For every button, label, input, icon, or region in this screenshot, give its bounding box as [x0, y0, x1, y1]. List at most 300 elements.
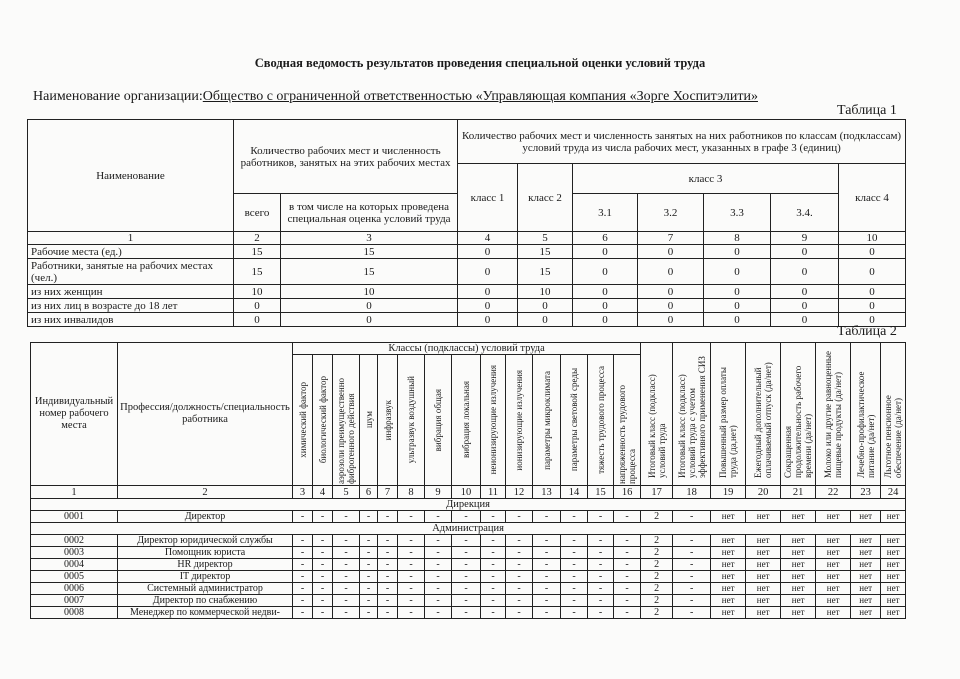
- factor-class: -: [533, 583, 561, 595]
- factor-class: -: [561, 547, 588, 559]
- factor-class: -: [313, 583, 333, 595]
- row-value: 0: [458, 245, 518, 259]
- table-row: [28, 259, 906, 285]
- row-value: 0: [839, 313, 906, 327]
- section-title: Администрация: [31, 523, 906, 535]
- factor-class: -: [561, 511, 588, 523]
- table-row: [28, 285, 906, 299]
- guarantee-value: нет: [711, 571, 746, 583]
- guarantee-value: нет: [881, 571, 906, 583]
- factor-class: -: [313, 511, 333, 523]
- table-row: [31, 511, 906, 523]
- header-factor: ультразвук воздушный: [406, 376, 416, 464]
- row-value: 0: [573, 313, 638, 327]
- row-value: 15: [518, 245, 573, 259]
- column-number: 2: [118, 486, 293, 499]
- table2-label: Таблица 2: [837, 324, 897, 339]
- column-number: 7: [638, 232, 704, 245]
- row-value: 0: [458, 285, 518, 299]
- factor-class: -: [313, 595, 333, 607]
- factor-class: -: [561, 595, 588, 607]
- guarantee-value: нет: [746, 595, 781, 607]
- document-title: Сводная ведомость результатов проведения специальной оценки условий труда: [254, 56, 706, 70]
- guarantee-value: нет: [746, 559, 781, 571]
- row-value: 0: [638, 259, 704, 285]
- guarantee-value: нет: [711, 511, 746, 523]
- guarantee-value: нет: [816, 535, 851, 547]
- organization-line: [33, 89, 758, 105]
- header-pension: Льготное пенсионное обеспечение (да/нет): [883, 395, 904, 478]
- final-class: 2: [641, 559, 673, 571]
- row-value: 0: [771, 299, 839, 313]
- row-value: 15: [281, 245, 458, 259]
- guarantee-value: нет: [746, 607, 781, 619]
- position-name: Директор по снабжению: [118, 595, 293, 607]
- table-row: [31, 559, 906, 571]
- factor-class: -: [588, 571, 614, 583]
- factor-class: -: [614, 511, 641, 523]
- factor-class: -: [506, 595, 533, 607]
- column-number: 2: [234, 232, 281, 245]
- row-value: 0: [573, 259, 638, 285]
- column-number: 7: [378, 486, 398, 499]
- factor-class: -: [398, 583, 425, 595]
- workplace-id: 0002: [31, 535, 118, 547]
- section-title: Дирекция: [31, 499, 906, 511]
- factor-class: -: [561, 607, 588, 619]
- factor-class: -: [588, 595, 614, 607]
- row-value: 10: [518, 285, 573, 299]
- factor-class: -: [293, 571, 313, 583]
- guarantee-value: нет: [816, 583, 851, 595]
- column-number: 1: [28, 232, 234, 245]
- guarantee-value: нет: [881, 607, 906, 619]
- factor-class: -: [425, 595, 452, 607]
- row-value: 0: [771, 313, 839, 327]
- guarantee-value: нет: [781, 607, 816, 619]
- row-value: 0: [573, 285, 638, 299]
- factor-class: -: [333, 547, 360, 559]
- table1-label: Таблица 1: [837, 103, 897, 118]
- row-value: 0: [771, 285, 839, 299]
- column-number: 9: [771, 232, 839, 245]
- guarantee-value: нет: [781, 559, 816, 571]
- column-number: 5: [518, 232, 573, 245]
- row-value: 0: [281, 313, 458, 327]
- row-value: 0: [704, 259, 771, 285]
- row-value: 0: [458, 313, 518, 327]
- row-value: 0: [704, 245, 771, 259]
- guarantee-value: нет: [746, 571, 781, 583]
- factor-class: -: [398, 607, 425, 619]
- position-name: Менеджер по коммерческой недви-: [118, 607, 293, 619]
- factor-class: -: [398, 571, 425, 583]
- row-value: 0: [573, 245, 638, 259]
- column-number: 10: [839, 232, 906, 245]
- guarantee-value: нет: [781, 571, 816, 583]
- guarantee-value: нет: [816, 595, 851, 607]
- workplace-id: 0003: [31, 547, 118, 559]
- workplace-id: 0008: [31, 607, 118, 619]
- guarantee-value: нет: [781, 583, 816, 595]
- factor-class: -: [425, 583, 452, 595]
- factor-class: -: [378, 583, 398, 595]
- factor-class: -: [588, 607, 614, 619]
- factor-class: -: [333, 511, 360, 523]
- header-subclass-3-1: 3.1: [573, 194, 638, 232]
- factor-class: -: [360, 559, 378, 571]
- column-number: 22: [816, 486, 851, 499]
- guarantee-value: нет: [816, 559, 851, 571]
- final-class: 2: [641, 511, 673, 523]
- guarantee-value: нет: [781, 511, 816, 523]
- position-name: Системный администратор: [118, 583, 293, 595]
- guarantee-value: нет: [881, 511, 906, 523]
- header-class-3: класс 3: [573, 164, 839, 194]
- factor-class: -: [614, 583, 641, 595]
- factor-class: -: [588, 547, 614, 559]
- header-factor: аэрозоли преимущественно фиброгенного действия: [336, 377, 356, 484]
- factor-class: -: [614, 607, 641, 619]
- section-row: [31, 499, 906, 511]
- factor-class: -: [533, 607, 561, 619]
- row-value: 0: [518, 299, 573, 313]
- factor-class: -: [533, 571, 561, 583]
- factor-class: -: [452, 607, 481, 619]
- factor-class: -: [452, 511, 481, 523]
- factor-class: -: [506, 583, 533, 595]
- position-name: HR директор: [118, 559, 293, 571]
- row-value: 15: [281, 259, 458, 285]
- factor-class: -: [360, 583, 378, 595]
- factor-class: -: [614, 571, 641, 583]
- header-classes-count: Количество рабочих мест и численность занятых на них работников по классам (подклассам) условий труда из числа рабочих мест, указанных в графе 3 (единиц): [458, 120, 906, 164]
- guarantee-value: нет: [711, 583, 746, 595]
- column-number: 10: [452, 486, 481, 499]
- header-subclass-3-4: 3.4.: [771, 194, 839, 232]
- workplace-id: 0005: [31, 571, 118, 583]
- guarantee-value: нет: [851, 595, 881, 607]
- factor-class: -: [506, 535, 533, 547]
- column-number: 19: [711, 486, 746, 499]
- factor-class: -: [452, 559, 481, 571]
- factor-class: -: [481, 547, 506, 559]
- factor-class: -: [481, 511, 506, 523]
- factor-class: -: [425, 535, 452, 547]
- table-row: [31, 595, 906, 607]
- guarantee-value: нет: [781, 547, 816, 559]
- row-name: из них инвалидов: [28, 313, 234, 327]
- guarantee-value: нет: [851, 511, 881, 523]
- row-value: 0: [839, 259, 906, 285]
- row-value: 0: [281, 299, 458, 313]
- header-factor: неионизирующие излучения: [488, 365, 498, 475]
- row-value: 0: [704, 313, 771, 327]
- header-factor: вибрация локальная: [461, 381, 471, 459]
- guarantee-value: нет: [816, 607, 851, 619]
- factor-class: -: [293, 583, 313, 595]
- table-row: [31, 535, 906, 547]
- header-workplace-number: Индивидуальный номер рабочего места: [31, 343, 118, 486]
- factor-class: -: [614, 595, 641, 607]
- row-value: 0: [704, 285, 771, 299]
- factor-class: -: [378, 571, 398, 583]
- row-value: 0: [704, 299, 771, 313]
- factor-class: -: [398, 547, 425, 559]
- header-profession: Профессия/должность/специальность работника: [118, 343, 293, 486]
- column-number-row: [28, 232, 906, 245]
- column-number: 17: [641, 486, 673, 499]
- factor-class: -: [398, 511, 425, 523]
- row-value: 0: [573, 299, 638, 313]
- column-number: 16: [614, 486, 641, 499]
- final-class: 2: [641, 535, 673, 547]
- column-number: 23: [851, 486, 881, 499]
- header-factor: параметры микроклимата: [541, 370, 552, 470]
- column-number: 14: [561, 486, 588, 499]
- factor-class: -: [425, 511, 452, 523]
- factor-class: -: [425, 559, 452, 571]
- header-total: всего: [234, 194, 281, 232]
- row-name: Рабочие места (ед.): [28, 245, 234, 259]
- guarantee-value: нет: [781, 595, 816, 607]
- header-workplace-count: Количество рабочих мест и численность работников, занятых на этих рабочих местах: [234, 120, 458, 194]
- final-class-siz: -: [673, 511, 711, 523]
- position-name: Директор: [118, 511, 293, 523]
- position-name: Помощник юриста: [118, 547, 293, 559]
- column-number: 4: [313, 486, 333, 499]
- factor-class: -: [533, 559, 561, 571]
- workplace-id: 0004: [31, 559, 118, 571]
- factor-class: -: [293, 511, 313, 523]
- header-class-4: класс 4: [839, 164, 906, 232]
- guarantee-value: нет: [711, 559, 746, 571]
- guarantee-value: нет: [711, 607, 746, 619]
- factor-class: -: [588, 583, 614, 595]
- factor-class: -: [452, 595, 481, 607]
- guarantee-value: нет: [881, 547, 906, 559]
- factor-class: -: [533, 535, 561, 547]
- factor-class: -: [333, 571, 360, 583]
- factor-class: -: [378, 595, 398, 607]
- workplace-id: 0001: [31, 511, 118, 523]
- factor-class: -: [481, 595, 506, 607]
- header-subclass-3-3: 3.3: [704, 194, 771, 232]
- row-value: 0: [638, 299, 704, 313]
- factor-class: -: [398, 559, 425, 571]
- row-value: 15: [234, 259, 281, 285]
- column-number: 8: [398, 486, 425, 499]
- factor-class: -: [313, 535, 333, 547]
- row-value: 0: [458, 259, 518, 285]
- header-classes-group: Классы (подклассы) условий труда: [293, 343, 641, 355]
- row-name: Работники, занятые на рабочих местах (чел.): [28, 259, 234, 285]
- column-number-row: [31, 486, 906, 499]
- factor-class: -: [614, 547, 641, 559]
- factor-class: -: [561, 559, 588, 571]
- factor-class: -: [561, 571, 588, 583]
- header-factor: параметры световой среды: [569, 368, 579, 472]
- factor-class: -: [333, 535, 360, 547]
- summary-table-1: [27, 119, 906, 327]
- column-number: 11: [481, 486, 506, 499]
- factor-class: -: [293, 547, 313, 559]
- header-increased-pay: Повышенный размер оплаты труда (да,нет): [718, 367, 739, 478]
- factor-class: -: [425, 571, 452, 583]
- guarantee-value: нет: [851, 571, 881, 583]
- factor-class: -: [378, 511, 398, 523]
- factor-class: -: [452, 571, 481, 583]
- column-number: 18: [673, 486, 711, 499]
- factor-class: -: [561, 583, 588, 595]
- factor-class: -: [506, 571, 533, 583]
- factor-class: -: [360, 547, 378, 559]
- row-name: из них лиц в возрасте до 18 лет: [28, 299, 234, 313]
- factor-class: -: [293, 535, 313, 547]
- factor-class: -: [533, 595, 561, 607]
- workplace-id: 0006: [31, 583, 118, 595]
- column-number: 6: [360, 486, 378, 499]
- header-reduced-hours: Сокращенная продолжительность рабочего времени (да/нет): [783, 365, 814, 478]
- guarantee-value: нет: [746, 511, 781, 523]
- row-value: 15: [234, 245, 281, 259]
- guarantee-value: нет: [711, 595, 746, 607]
- header-factor: химический фактор: [297, 382, 308, 458]
- factor-class: -: [506, 559, 533, 571]
- factor-class: -: [561, 535, 588, 547]
- header-class-1: класс 1: [458, 164, 518, 232]
- final-class: 2: [641, 583, 673, 595]
- factor-class: -: [481, 607, 506, 619]
- organization-name: Общество с ограниченной ответственностью «Управляющая компания «Зорге Хоспитэлити»: [202, 89, 758, 104]
- header-factor: шум: [363, 411, 374, 429]
- final-class-siz: -: [673, 559, 711, 571]
- header-therapeutic-food: Лечебно-профилактическое питание (да/нет): [855, 371, 876, 478]
- factor-class: -: [481, 535, 506, 547]
- factor-class: -: [333, 595, 360, 607]
- row-value: 0: [839, 285, 906, 299]
- final-class: 2: [641, 571, 673, 583]
- row-name: из них женщин: [28, 285, 234, 299]
- factor-class: -: [506, 607, 533, 619]
- column-number: 15: [588, 486, 614, 499]
- factor-class: -: [614, 535, 641, 547]
- header-factor: вибрация общая: [433, 388, 443, 452]
- factor-class: -: [506, 547, 533, 559]
- guarantee-value: нет: [881, 559, 906, 571]
- final-class-siz: -: [673, 535, 711, 547]
- column-number: 8: [704, 232, 771, 245]
- guarantee-value: нет: [816, 571, 851, 583]
- final-class: 2: [641, 607, 673, 619]
- factor-class: -: [481, 571, 506, 583]
- factor-class: -: [452, 535, 481, 547]
- guarantee-value: нет: [816, 547, 851, 559]
- header-factor: тяжесть трудового процесса: [595, 366, 606, 474]
- header-name: Наименование: [28, 120, 234, 232]
- factor-class: -: [313, 607, 333, 619]
- factor-class: -: [293, 595, 313, 607]
- guarantee-value: нет: [816, 511, 851, 523]
- row-value: 15: [518, 259, 573, 285]
- guarantee-value: нет: [851, 607, 881, 619]
- row-value: 0: [638, 285, 704, 299]
- table-row: [28, 313, 906, 327]
- table-row: [28, 245, 906, 259]
- factor-class: -: [378, 607, 398, 619]
- workplace-results-table-2: [30, 342, 906, 619]
- column-number: 4: [458, 232, 518, 245]
- row-value: 10: [281, 285, 458, 299]
- factor-class: -: [533, 511, 561, 523]
- row-value: 0: [839, 299, 906, 313]
- final-class-siz: -: [673, 571, 711, 583]
- column-number: 20: [746, 486, 781, 499]
- guarantee-value: нет: [851, 583, 881, 595]
- column-number: 13: [533, 486, 561, 499]
- guarantee-value: нет: [851, 547, 881, 559]
- column-number: 12: [506, 486, 533, 499]
- factor-class: -: [313, 547, 333, 559]
- factor-class: -: [452, 583, 481, 595]
- factor-class: -: [378, 559, 398, 571]
- guarantee-value: нет: [781, 535, 816, 547]
- factor-class: -: [506, 511, 533, 523]
- column-number: 5: [333, 486, 360, 499]
- header-assessed: в том числе на которых проведена специальная оценка условий труда: [281, 194, 458, 232]
- factor-class: -: [333, 583, 360, 595]
- header-factor: напряженность трудового процесса: [617, 385, 638, 484]
- table-row: [28, 299, 906, 313]
- final-class-siz: -: [673, 547, 711, 559]
- factor-class: -: [360, 595, 378, 607]
- factor-class: -: [378, 547, 398, 559]
- row-value: 0: [771, 245, 839, 259]
- guarantee-value: нет: [711, 547, 746, 559]
- factor-class: -: [360, 535, 378, 547]
- header-final-class-siz: Итоговый класс (подкласс) условий труда с учетом эффективного применения СИЗ: [676, 356, 707, 478]
- column-number: 9: [425, 486, 452, 499]
- factor-class: -: [588, 511, 614, 523]
- factor-class: -: [481, 583, 506, 595]
- workplace-id: 0007: [31, 595, 118, 607]
- factor-class: -: [481, 559, 506, 571]
- column-number: 24: [881, 486, 906, 499]
- header-factor: ионизирующие излучения: [514, 369, 524, 471]
- organization-label: Наименование организации:: [33, 89, 203, 104]
- row-value: 0: [771, 259, 839, 285]
- column-number: 21: [781, 486, 816, 499]
- header-factor: инфразвук: [382, 399, 393, 441]
- guarantee-value: нет: [851, 559, 881, 571]
- final-class-siz: -: [673, 595, 711, 607]
- row-value: 0: [638, 245, 704, 259]
- guarantee-value: нет: [746, 583, 781, 595]
- factor-class: -: [398, 535, 425, 547]
- final-class: 2: [641, 595, 673, 607]
- column-number: 6: [573, 232, 638, 245]
- final-class-siz: -: [673, 607, 711, 619]
- column-number: 3: [281, 232, 458, 245]
- factor-class: -: [452, 547, 481, 559]
- position-name: IT директор: [118, 571, 293, 583]
- factor-class: -: [588, 559, 614, 571]
- factor-class: -: [398, 595, 425, 607]
- header-final-class: Итоговый класс (подкласс) условий труда: [646, 374, 667, 478]
- final-class-siz: -: [673, 583, 711, 595]
- table-row: [31, 571, 906, 583]
- header-class-2: класс 2: [518, 164, 573, 232]
